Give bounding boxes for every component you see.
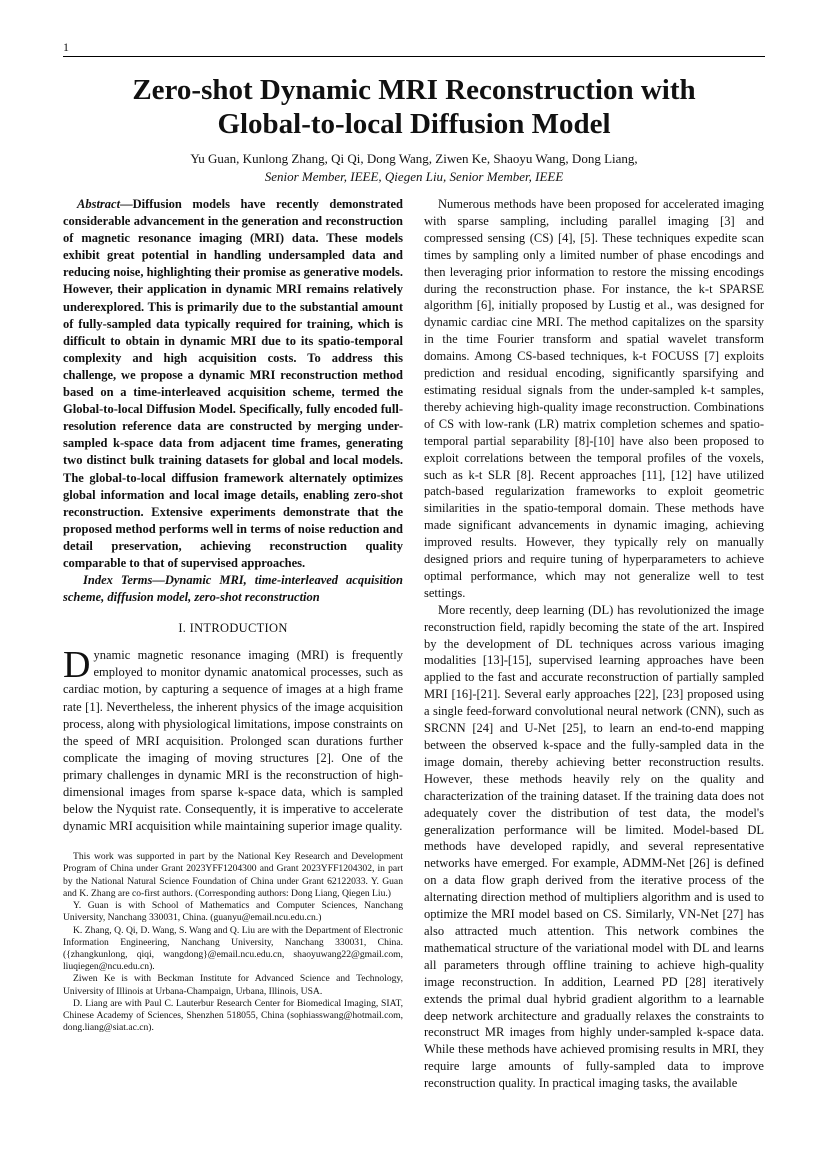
footnote-affiliation-zhang: K. Zhang, Q. Qi, D. Wang, S. Wang and Q. Liu are with the Department of Electronic Information Engineering, Nanchang University, Nanchang 330031, China. ({zhangkunlong, qiqi, wangdong}@email.ncu.edu.cn, shaoyuwang22@gmail.com, liuqiegen@ncu.edu.cn). [63, 924, 403, 973]
abstract-label: Abstract [77, 197, 121, 211]
footnote-affiliation-guan: Y. Guan is with School of Mathematics and Computer Sciences, Nanchang University, Nanchang 330031, China. (guanyu@email.ncu.edu.cn.) [63, 900, 403, 924]
drop-cap: D [63, 644, 91, 687]
page-number: 1 [63, 40, 69, 54]
authors-line-2: Senior Member, IEEE, Qiegen Liu, Senior Member, IEEE [264, 169, 564, 184]
footnote-affiliation-ke: Ziwen Ke is with Beckman Institute for Advanced Science and Technology, University of Illinois at Urbana-Champaign, Urbana, Illinois, USA. [63, 973, 403, 997]
abstract [63, 196, 403, 572]
paper-title [63, 73, 765, 141]
abstract-text: —Diffusion models have recently demonstrated considerable advancement in the generation and reconstruction of magnetic resonance imaging (MRI) data. These models exhibit great potential in handling undersampled data and reducing noise, highlighting their promise as generative models. However, their application in dynamic MRI remains relatively underexplored. This is primarily due to the substantial amount of fully-sampled data typically required for training, which is difficult to obtain in dynamic MRI due to its spatio-temporal complexity and high acquisition costs. To address this challenge, we propose a dynamic MRI reconstruction method based on a time-interleaved acquisition scheme, termed the Global-to-local Diffusion Model. Specifically, fully encoded full-resolution reference data are constructed by merging under-sampled k-space data from adjacent time frames, generating two distinct bulk training datasets for global and local models. The global-to-local diffusion framework alternately optimizes global information and local image details, enabling zero-shot reconstruction. Extensive experiments demonstrate that the proposed method performs well in terms of noise reduction and detail preservation, achieving reconstruction quality comparable to that of supervised approaches. [63, 197, 403, 570]
header-rule [63, 56, 765, 57]
author-list [63, 150, 765, 186]
intro-paragraph-1-text: ynamic magnetic resonance imaging (MRI) is frequently employed to monitor dynamic anatomical processes, such as cardiac motion, by capturing a sequence of images at a high frame rate [1]. Nevertheless, the inherent physics of the image acquisition process, along with physiological limitations, impose constraints on the speed of MRI acquisition. Prolonged scan durations further complicate the imaging of moving structures [2]. One of the primary challenges in dynamic MRI is the reconstruction of high-dimensional images from sparse k-space data, which is sampled below the Nyquist rate. Consequently, it is imperative to accelerate dynamic MRI acquisition while maintaining superior image quality. [63, 648, 403, 834]
footnote-affiliation-liang: D. Liang are with Paul C. Lauterbur Research Center for Biomedical Imaging, SIAT, Chinese Academy of Sciences, Shenzhen 518055, China (sophiasswang@hotmail.com, dong.liang@siat.ac.cn). [63, 997, 403, 1034]
index-terms: Index Terms—Dynamic MRI, time-interleaved acquisition scheme, diffusion model, zero-shot reconstruction [63, 573, 403, 605]
right-column [424, 196, 764, 1092]
left-column [63, 196, 403, 1034]
intro-paragraph-3: More recently, deep learning (DL) has revolutionized the image reconstruction field, rapidly becoming the state of the art. Inspired by the development of DL techniques across various imaging modalities [13]-[15], supervised learning approaches have been applied to the fast and accurate reconstruction of partially sampled MRI [16]-[21]. Several early approaches [22], [23] proposed using a single feed-forward convolutional neural network (CNN), such as SRCNN [24] and U-Net [25], to learn an end-to-end mapping between the observed k-space and the fully-sampled data in the image domain, thereby achieving better reconstruction results. However, these methods heavily rely on the quality and characterization of the training dataset. If the training data does not adequately cover the distribution of test data, the model's generalization performance will be limited. Model-based DL methods have developed rapidly, and several representative networks have emerged. For example, ADMM-Net [26] is defined on a data flow graph derived from the iterative process of the alternating direction method of multipliers algorithm and is used to optimize the MRI model based on CS. Similarly, VN-Net [27] has also attracted much attention. This network combines the mathematical structure of the variational model with DL and learns all parameters through offline training to achieve high-quality image reconstruction. In addition, Learned PD [28] iteratively extends the primal dual hybrid gradient algorithm to a learnable deep network architecture and gradually relaxes the constraints to reconstruct MR images from highly under-sampled k-space data. While these methods have achieved promising results in MRI, they require large amounts of fully-sampled data to improve reconstruction quality. In practical imaging tasks, the available [424, 602, 764, 1091]
intro-paragraph-2: Numerous methods have been proposed for accelerated imaging with sparse sampling, including parallel imaging [3] and compressed sensing (CS) [4], [5]. These techniques expedite scan times by sampling only a limited number of phase encodings and then leveraging prior information to restore the missing encodings during the reconstruction phase. For instance, the k-t SPARSE algorithm [6], initially proposed by Lustig et al., was designed for dynamic cardiac cine MRI. The method capitalizes on the sparsity in the time Fourier transform and spatial wavelet transform domains. Among CS-based techniques, k-t FOCUSS [7] exploits prediction and residual encoding, significantly sparsifying and estimating residual signals from the under-sampled k-t samples, thereby achieving high-quality image reconstruction. Combinations of CS with low-rank (LR) matrix completion schemes and spatio-temporal partial separability [8]-[10] have also been proposed to exploit correlations between the temporal profiles of the voxels, such as k-t SLR [8]. Recent approaches [11], [12] have utilized patch-based regularization frameworks to exploit geometric similarities in the spatio-temporal domain. These methods have made significant advancements in dynamic imaging, achieving improved results. However, they typically rely on manually designed priors and require tuning of hyperparameters to achieve optimal performance, which may not generalize well to test settings. [424, 197, 764, 600]
title-line-1: Zero-shot Dynamic MRI Reconstruction with [132, 74, 696, 106]
footnotes [63, 851, 403, 1034]
title-line-2: Global-to-local Diffusion Model [217, 108, 611, 140]
authors-line-1: Yu Guan, Kunlong Zhang, Qi Qi, Dong Wang, Ziwen Ke, Shaoyu Wang, Dong Liang, [190, 151, 638, 166]
intro-paragraph-1 [63, 644, 403, 835]
section-heading-introduction: I. INTRODUCTION [178, 621, 288, 636]
footnote-funding: This work was supported in part by the National Key Research and Development Program of China under Grant 2023YFF1204300 and Grant 2023YFF1204302, in part by the National Natural Science Foundation of China under Grant 62122033. Y. Guan and K. Zhang are co-first authors. (Corresponding authors: Dong Liang, Qiegen Liu.) [63, 851, 403, 899]
